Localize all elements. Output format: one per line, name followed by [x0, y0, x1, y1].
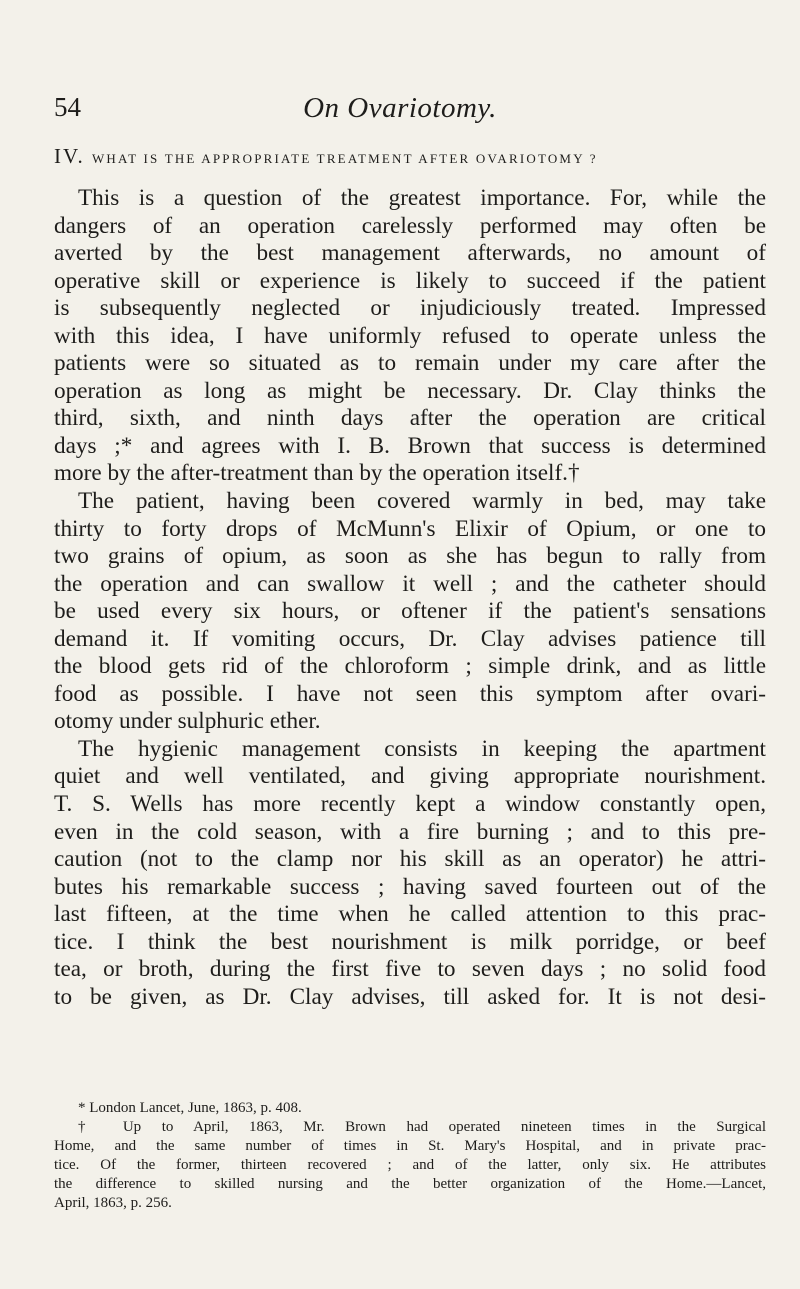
text-line: two grains of opium, as soon as she has begun to rally from [54, 543, 766, 570]
footnote-line: Home, and the same number of times in St. Mary's Hospital, and in private prac- [54, 1138, 766, 1155]
running-title: On Ovariotomy. [303, 92, 497, 124]
section-numeral: IV. [54, 144, 85, 168]
text-line: even in the cold season, with a fire burning ; and to this pre- [54, 818, 766, 845]
text-line: butes his remarkable success ; having saved fourteen out of the [54, 873, 766, 900]
text-line: days ;* and agrees with I. B. Brown that success is determined [54, 432, 766, 459]
body-text [54, 185, 766, 1011]
footnotes [54, 1099, 766, 1214]
text-line: operation as long as might be necessary. Dr. Clay thinks the [54, 377, 766, 404]
text-line: with this idea, I have uniformly refused to operate unless the [54, 322, 766, 349]
text-line: tice. I think the best nourishment is milk porridge, or beef [54, 928, 766, 955]
text-line: more by the after-treatment than by the operation itself.† [54, 460, 580, 487]
text-line: tea, or broth, during the first five to seven days ; no solid food [54, 956, 766, 983]
text-line: averted by the best management afterwards, no amount of [54, 240, 766, 267]
text-line: otomy under sulphuric ether. [54, 708, 321, 735]
footnote-line: † Up to April, 1863, Mr. Brown had operated nineteen times in the Surgical [78, 1119, 766, 1136]
text-line: food as possible. I have not seen this symptom after ovari- [54, 680, 766, 707]
text-line: quiet and well ventilated, and giving appropriate nourishment. [54, 763, 766, 790]
text-line: This is a question of the greatest importance. For, while the [78, 185, 766, 211]
text-line: be used every six hours, or oftener if the patient's sensations [54, 598, 766, 625]
footnote-2 [54, 1118, 766, 1213]
footnote-line: the difference to skilled nursing and the better organization of the Home.—Lancet, [54, 1176, 766, 1193]
paragraph-3 [54, 736, 766, 1011]
page-number: 54 [54, 92, 81, 122]
text-line: operative skill or experience is likely to succeed if the patient [54, 267, 766, 294]
text-line: patients were so situated as to remain under my care after the [54, 350, 766, 377]
text-line: dangers of an operation carelessly performed may often be [54, 212, 766, 239]
text-line: last fifteen, at the time when he called attention to this prac- [54, 901, 766, 928]
paragraph-1 [54, 185, 766, 488]
text-line: caution (not to the clamp nor his skill as an operator) he attri- [54, 846, 766, 873]
footnote-line: April, 1863, p. 256. [54, 1195, 172, 1212]
text-line: thirty to forty drops of McMunn's Elixir of Opium, or one to [54, 515, 766, 542]
text-line: The hygienic management consists in keeping the apartment [78, 735, 766, 762]
footnote-1 [54, 1099, 766, 1118]
text-line: to be given, as Dr. Clay advises, till asked for. It is not desi- [54, 983, 766, 1010]
text-line: The patient, having been covered warmly in bed, may take [78, 488, 766, 515]
footnote-line: * London Lancet, June, 1863, p. 408. [78, 1100, 302, 1116]
section-heading [54, 144, 774, 169]
section-heading-text: WHAT IS THE APPROPRIATE TREATMENT AFTER OVARIOTOMY ? [91, 151, 598, 166]
text-line: the operation and can swallow it well ; and the catheter should [54, 570, 766, 597]
text-line: T. S. Wells has more recently kept a window constantly open, [54, 791, 766, 818]
footnote-line: tice. Of the former, thirteen recovered ; and of the latter, only six. He attributes [54, 1157, 766, 1174]
text-line: demand it. If vomiting occurs, Dr. Clay advises patience till [54, 625, 766, 652]
text-line: is subsequently neglected or injudiciously treated. Impressed [54, 295, 766, 322]
text-line: third, sixth, and ninth days after the operation are critical [54, 405, 766, 432]
text-line: the blood gets rid of the chloroform ; simple drink, and as little [54, 653, 766, 680]
paragraph-2 [54, 488, 766, 736]
